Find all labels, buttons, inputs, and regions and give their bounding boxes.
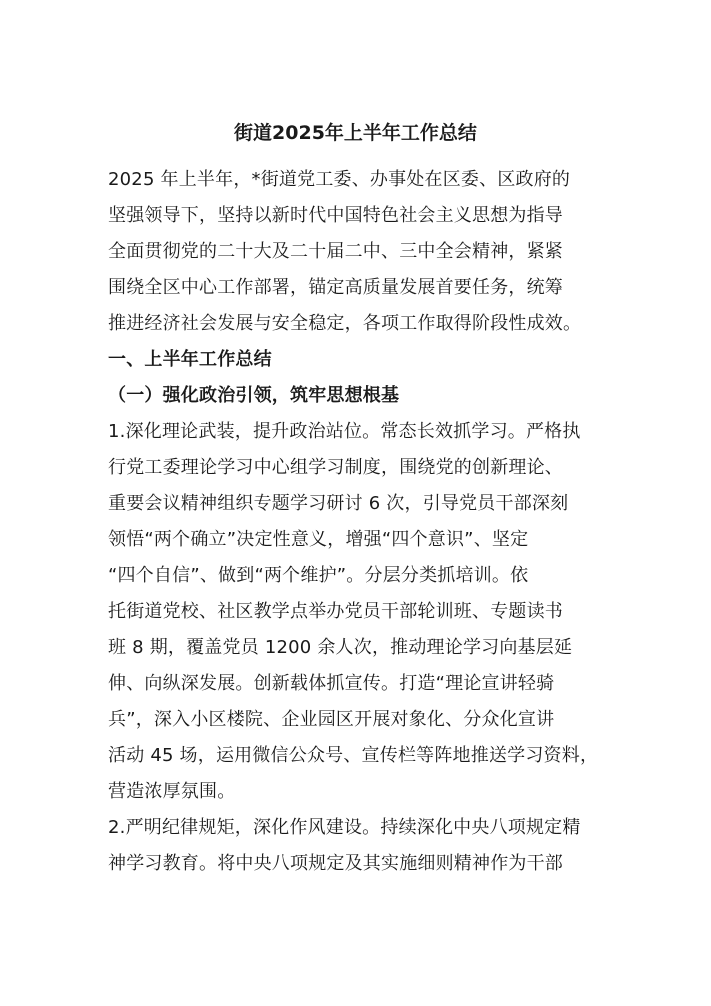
paragraph-line: 托街道党校、社区教学点举办党员干部轮训班、专题读书 [108, 601, 563, 622]
paragraph-line: 营造浓厚氛围。 [108, 781, 236, 802]
paragraph-line: 1.深化理论武装，提升政治站位。常态长效抓学习。严格执 [108, 421, 581, 442]
paragraph-line: “四个自信”、做到“两个维护”。分层分类抓培训。依 [108, 565, 529, 586]
paragraph-line: 伸、向纵深发展。创新载体抓宣传。打造“理论宣讲轻骑 [108, 673, 555, 694]
paragraph-line: 重要会议精神组织专题学习研讨 6 次，引导党员干部深刻 [108, 493, 569, 514]
paragraph-line: 坚强领导下，坚持以新时代中国特色社会主义思想为指导 [108, 205, 563, 226]
paragraph-line: 活动 45 场，运用微信公众号、宣传栏等阵地推送学习资料， [108, 745, 599, 766]
paragraph-line: 2025 年上半年，*街道党工委、办事处在区委、区政府的 [108, 169, 571, 190]
subsection-heading: （一）强化政治引领，筑牢思想根基 [108, 385, 400, 406]
section-heading: 一、上半年工作总结 [108, 349, 272, 370]
paragraph-line: 围绕全区中心工作部署，锚定高质量发展首要任务，统筹 [108, 277, 563, 298]
document-title: 街道2025年上半年工作总结 [234, 122, 477, 144]
paragraph-line: 神学习教育。将中央八项规定及其实施细则精神作为干部 [108, 853, 563, 874]
paragraph-line: 推进经济社会发展与安全稳定，各项工作取得阶段性成效。 [108, 313, 582, 334]
paragraph-line: 行党工委理论学习中心组学习制度，围绕党的创新理论、 [108, 457, 563, 478]
paragraph-line: 领悟“两个确立”决定性意义，增强“四个意识”、坚定 [108, 529, 529, 550]
paragraph-line: 兵”，深入小区楼院、企业园区开展对象化、分众化宣讲 [108, 709, 555, 730]
paragraph-line: 全面贯彻党的二十大及二十届二中、三中全会精神，紧紧 [108, 241, 563, 262]
paragraph-line: 班 8 期，覆盖党员 1200 余人次，推动理论学习向基层延 [108, 637, 573, 658]
paragraph-line: 2.严明纪律规矩，深化作风建设。持续深化中央八项规定精 [108, 817, 581, 838]
